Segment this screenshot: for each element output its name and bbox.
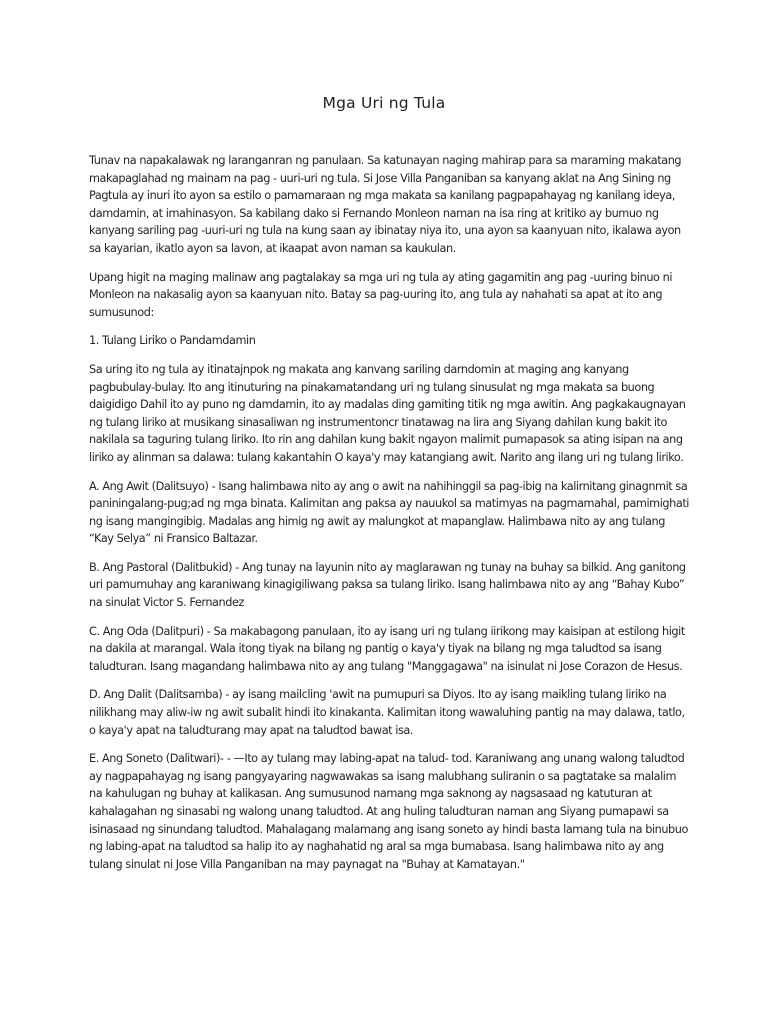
document-title: Mga Uri ng Tula bbox=[322, 94, 446, 112]
awit-paragraph: A. Ang Awit (Dalitsuyo) - Isang halimbawa nito ay ang o awit na nahihinggil sa pag-ibig na kalirnitang ginagnmit sa paniningalang-pug;ad ng mga binata. Kalimitan ang paksa ay nauukol sa matimyas na pagmamahal, pamimighati ng isang mangingibig. Madalas ang himig ng awit ay malungkot at mapanglaw. Halimbawa nito ay ang tulang “Kay Selya” ni Fransico Baltazar. bbox=[89, 479, 689, 546]
oda-paragraph: C. Ang Oda (Dalitpuri) - Sa makabagong panulaan, ito ay isang uri ng tulang iirikong may kaisipan at estilong higit na dakila at marangal. Wala itong tiyak na bilang ng pantig o kaya'y tiyak na bilang ng mga taludtod sa isang taludturan. Isang magandang halimbawa nito ay ang tulang "Manggagawa" na isinulat ni Jose Corazon de Hesus. bbox=[89, 624, 685, 673]
classification-paragraph: Upang higit na maging malinaw ang pagtalakay sa mga uri ng tula ay ating gagamitin ang pag -uuring binuo ni Monleon na nakasalig ayon sa kaanyuan nito. Batay sa pag-uuring ito, ang tula ay nahahati sa apat at ito ang sumusunod: bbox=[89, 270, 673, 319]
soneto-paragraph: E. Ang Soneto (Dalitwari)- - —Ito ay tulang may labing-apat na talud- tod. Karaniwang ang unang walong taludtod ay nagpapahayag ng isang pangyayaring nagwawakas sa isang malubhang suliranin o sa pagtatake sa malalim na kahulugan ng buhay at kalikasan. Ang sumusunod namang mga saknong ay nagsasaad ng katuturan at kahalagahan ng sinasabi ng walong unang taludtod. At ang huling taludturan naman ang Siyang pumapawi sa isinasaad ng sinundang taludtod. Mahalagang malamang ang isang soneto ay hindi basta lamang tula na binubuo ng labing-apat na taludtod sa halip ito ay naghahatid ng aral sa mga bumabasa. Isang halimbawa nito ay ang tulang sinulat ni Jose Villa Panganiban na may paynagat na "Buhay at Kamatayan." bbox=[89, 752, 688, 871]
document-body bbox=[89, 152, 689, 884]
dalit-paragraph: D. Ang Dalit (Dalitsamba) - ay isang mailcling 'awit na pumupuri sa Diyos. Ito ay isang maikling tulang liriko na nilikhang may aliw-iw ng awit subalit hindi ito kinakanta. Kalimitan itong wawaluhing pantig na may dalawa, tatlo, o kaya'y apat na taludturang may apat na taludtod bawat isa. bbox=[89, 688, 685, 737]
pastoral-paragraph: B. Ang Pastoral (Dalitbukid) - Ang tunay na layunin nito ay maglarawan ng tunay na buhay sa bilkid. Ang ganitong uri pamumuhay ang karaniwang kinagigiliwang paksa sa tulang liriko. Isang halimbawa nito ay ang “Bahay Kubo” na sinulat Victor S. Fernandez bbox=[89, 560, 686, 610]
intro-paragraph: Tunav na napakalawak ng laranganran ng panulaan. Sa katunayan naging mahirap para sa maraming makatang makapaglahad ng mainam na pag - uuri-uri ng tula. Si Jose Villa Panganiban sa kanyang aklat na Ang Sining ng Pagtula ay inuri ito ayon sa estilo o pamamaraan ng mga makata sa kanilang pagpapahayag ng kanilang ideya, damdamin, at imahinasyon. Sa kabilang dako si Fernando Monleon naman na isa ring at kritiko ay bumuo ng kanyang sariling pag -uuri-uri ng tula na kung saan ay ibinatay niya ito, una ayon sa kaanyuan nito, ikalawa ayon sa kayarian, ikatlo ayon sa lavon, at ikaapat avon naman sa kaukulan. bbox=[89, 154, 682, 255]
section-heading-liriko: 1. Tulang Liriko o Pandamdamin bbox=[89, 334, 256, 348]
liriko-paragraph: Sa uring ito ng tula ay itinatajnpok ng makata ang kanvang sariling darndomin at maging ang kanyang pagbubulay-bulay. Ito ang itinuturing na pinakamatandang uri ng tulang sinusulat ng mga makata sa buong daigidigo Dahil ito ay puno ng damdamin, ito ay madalas ding gamiting titik ng mga awitin. Ang pagkakaugnayan ng tulang liriko at musikang sinasaliwan ng instrumentoncr tinatawag na lira ang Siyang dahilan kung bakit ito nakilala sa taguring tulang liriko. Ito rin ang dahilan kung bakit ngayon malimit pumapasok sa ating isipan na ang liriko ay alinman sa dalawa: tulang kakantahin O kaya'y may katangiang awit. Narito ang ilang uri ng tulang liriko. bbox=[89, 362, 686, 464]
